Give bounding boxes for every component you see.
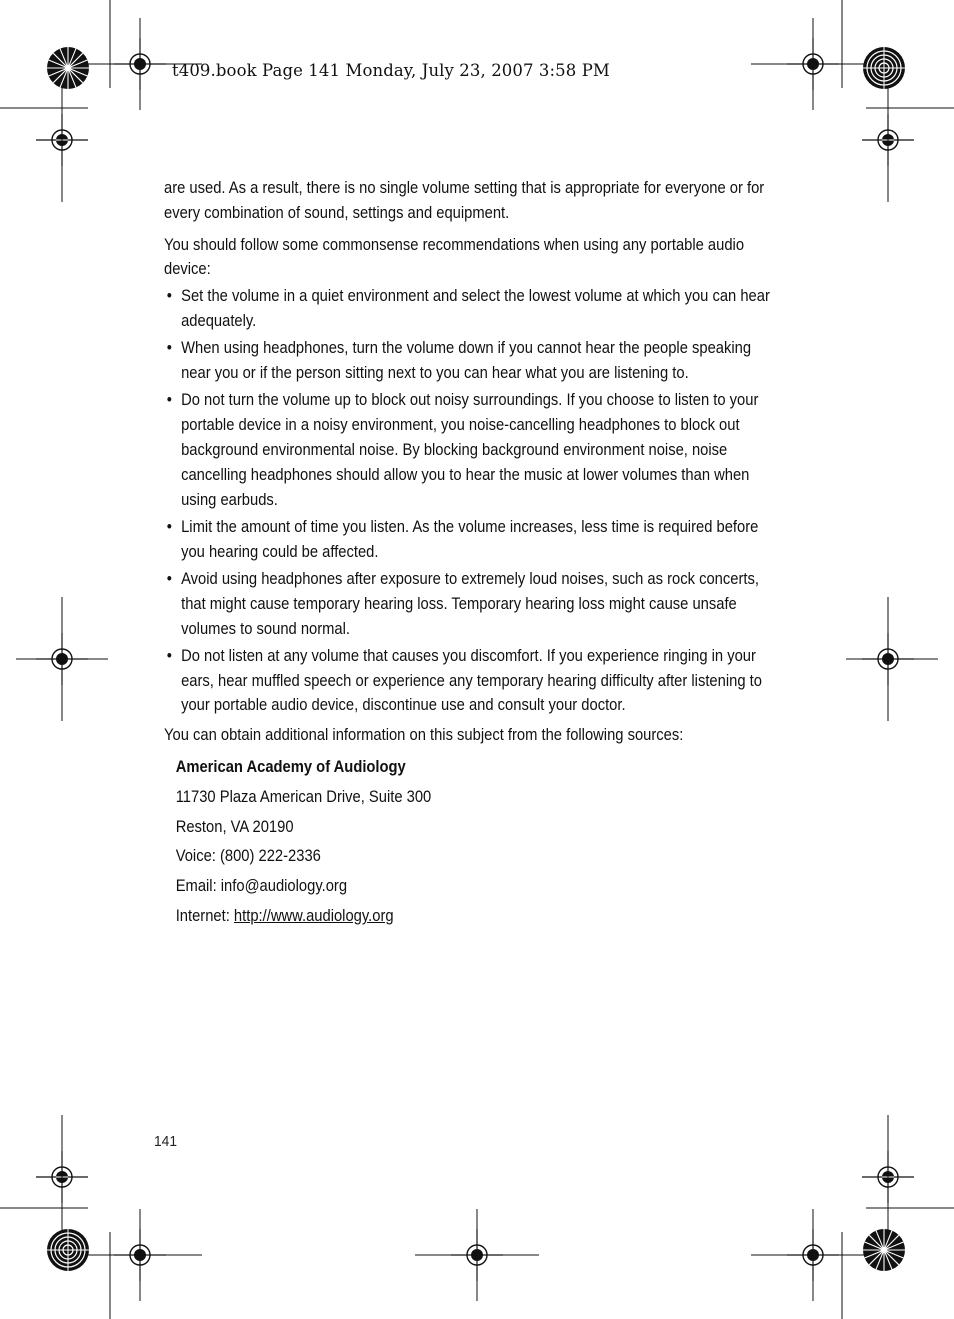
list-item-text: Do not turn the volume up to block out noisy surroundings. If you choose to listen to your portable device in a noisy environment, you noise-cancelling headphones to block out background environmental noise. By blocking background environment noise, noise cancelling headphones should allow you to hear the music at lower volumes than when using earbuds.: [181, 391, 759, 509]
list-item: [164, 284, 774, 334]
list-item-text: Set the volume in a quiet environment and select the lowest volume at which you can hear adequately.: [181, 287, 770, 330]
internet-line: [176, 902, 775, 932]
bullet-glyph: •: [166, 646, 172, 665]
page-content: [164, 176, 774, 932]
print-slug: t409.book Page 141 Monday, July 23, 2007 3:58 PM: [172, 61, 610, 80]
paragraph-continuation: are used. As a result, there is no single volume setting that is appropriate for everyone or for every combination of sound, settings and equipment.: [164, 179, 765, 222]
address-line-2: Reston, VA 20190: [175, 817, 294, 836]
list-item: [164, 336, 774, 386]
list-item: [164, 515, 774, 565]
bullet-glyph: •: [166, 339, 172, 358]
address-line-1: 11730 Plaza American Drive, Suite 300: [175, 787, 432, 806]
organization-name: American Academy of Audiology: [175, 758, 406, 777]
list-item: [164, 388, 774, 512]
voice-phone: Voice: (800) 222-2336: [175, 847, 321, 866]
paragraph-intro: You should follow some commonsense recommendations when using any portable audio device:: [164, 235, 745, 279]
paragraph-sources: You can obtain additional information on this subject from the following sources:: [164, 726, 684, 745]
list-item-text: Do not listen at any volume that causes you discomfort. If you experience ringing in your ears, hear muffled speech or experience any temporary hearing difficulty after listening to your portable audio device, discontinue use and consult your doctor.: [181, 646, 762, 715]
bullet-glyph: •: [166, 287, 172, 306]
bullet-glyph: •: [166, 391, 172, 410]
list-item: [164, 644, 774, 718]
recommendation-list: [164, 284, 774, 718]
bullet-glyph: •: [166, 517, 172, 536]
list-item-text: Avoid using headphones after exposure to extremely loud noises, such as rock concerts, that might cause temporary hearing loss. Temporary hearing loss might cause unsafe volumes to sound normal.: [181, 569, 759, 638]
list-item-text: Limit the amount of time you listen. As the volume increases, less time is required before you hearing could be affected.: [181, 517, 759, 561]
internet-label: Internet:: [175, 907, 234, 926]
list-item-text: When using headphones, turn the volume down if you cannot hear the people speaking near you or if the person sitting next to you can hear what you are listening to.: [181, 339, 752, 383]
list-item: [164, 567, 774, 641]
page-number: 141: [154, 1133, 178, 1150]
email-address: Email: info@audiology.org: [175, 877, 348, 896]
bullet-glyph: •: [166, 569, 172, 588]
audiology-website-link[interactable]: http://www.audiology.org: [233, 907, 394, 926]
source-contact-block: [176, 753, 775, 932]
